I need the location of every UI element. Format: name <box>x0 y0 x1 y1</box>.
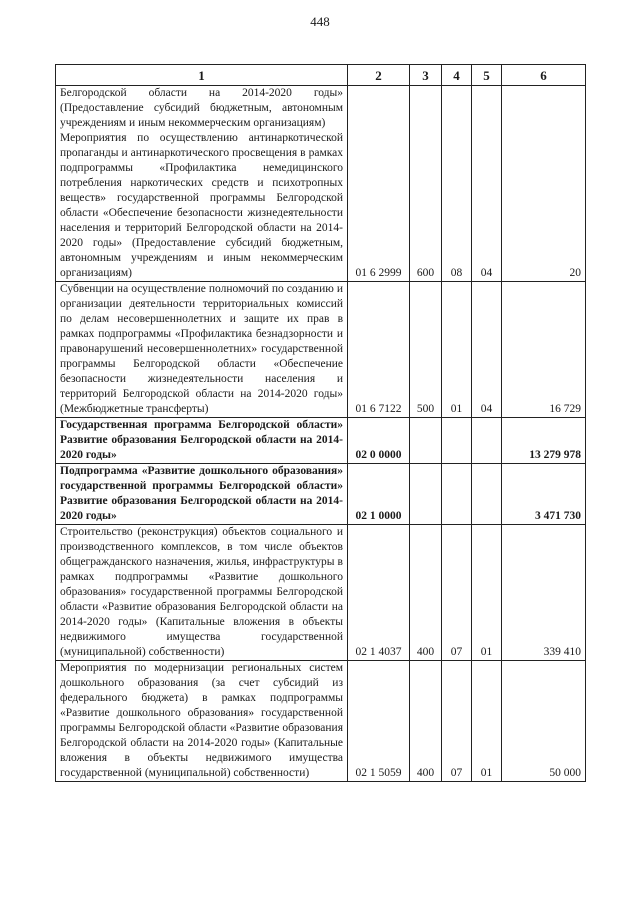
row-vr: 400 <box>410 525 442 661</box>
row-code: 01 6 7122 <box>348 282 410 418</box>
row-text: Белгородской области на 2014-2020 годы» (Предоставление субсидий бюджетным, автономным учреждениям и иным некоммерческим организациям) <box>60 87 343 129</box>
row-code: 02 1 4037 <box>348 525 410 661</box>
row-rz: 01 <box>442 282 472 418</box>
header-col-1: 1 <box>56 65 348 86</box>
row-pr <box>472 464 502 525</box>
row-rz: 07 <box>442 525 472 661</box>
budget-table <box>55 64 586 782</box>
row-pr: 04 <box>472 86 502 282</box>
row-sum: 13 279 978 <box>502 418 586 464</box>
row-vr <box>410 418 442 464</box>
row-code: 02 1 0000 <box>348 464 410 525</box>
row-code: 02 1 5059 <box>348 661 410 782</box>
row-text: Подпрограмма «Развитие дошкольного образования» государственной программы Белгородской области» Развитие образования Белгородской области на 2014-2020 годы» <box>60 465 343 522</box>
header-col-4: 4 <box>442 65 472 86</box>
row-rz: 07 <box>442 661 472 782</box>
row-description <box>56 525 348 661</box>
table-row <box>56 86 586 282</box>
row-code: 02 0 0000 <box>348 418 410 464</box>
page-number: 448 <box>310 14 330 29</box>
row-pr: 04 <box>472 282 502 418</box>
table-row <box>56 282 586 418</box>
row-pr <box>472 418 502 464</box>
row-pr: 01 <box>472 525 502 661</box>
row-text: Субвенции на осуществление полномочий по созданию и организации деятельности территориальных комиссий по делам несовершеннолетних и защите их прав в рамках подпрограммы «Профилактика безнадзорности и правонарушений несовершеннолетних» государственной программы Белгородской области «Обеспечение безопасности жизнедеятельности населения и территорий Белгородской области на 2014-2020 годы» (Межбюджетные трансферты) <box>60 283 343 415</box>
table-row <box>56 661 586 782</box>
row-description <box>56 464 348 525</box>
row-vr <box>410 464 442 525</box>
row-rz: 08 <box>442 86 472 282</box>
header-col-5: 5 <box>472 65 502 86</box>
row-vr: 600 <box>410 86 442 282</box>
header-col-3: 3 <box>410 65 442 86</box>
table-row <box>56 418 586 464</box>
row-text: Строительство (реконструкция) объектов социального и производственного комплексов, в том числе объектов общегражданского назначения, жилья, инфраструктуры в рамках подпрограммы «Развитие дошкольного образования» государственной программы Белгородской области «Развитие образования Белгородской области на 2014-2020 годы» (Капитальные вложения в объекты недвижимого имущества государственной (муниципальной) собственности) <box>60 526 343 658</box>
row-description <box>56 661 348 782</box>
row-description <box>56 282 348 418</box>
row-text: Государственная программа Белгородской области» Развитие образования Белгородской области на 2014-2020 годы» <box>60 419 343 461</box>
header-row <box>56 65 586 86</box>
row-rz <box>442 418 472 464</box>
row-sum: 339 410 <box>502 525 586 661</box>
row-sum: 50 000 <box>502 661 586 782</box>
header-col-6: 6 <box>502 65 586 86</box>
row-sum: 3 471 730 <box>502 464 586 525</box>
row-sum: 20 <box>502 86 586 282</box>
row-description <box>56 86 348 282</box>
row-rz <box>442 464 472 525</box>
row-text: Мероприятия по модернизации региональных систем дошкольного образования (за счет субсидий из федерального бюджета) в рамках подпрограммы «Развитие дошкольного образования» государственной программы Белгородской области «Развитие образования Белгородской области на 2014-2020 годы» (Капитальные вложения в объекты недвижимого имущества государственной (муниципальной) собственности) <box>60 662 343 779</box>
table-row <box>56 464 586 525</box>
row-sum: 16 729 <box>502 282 586 418</box>
row-text: Мероприятия по осуществлению антинаркотической пропаганды и антинаркотического просвещения в рамках подпрограммы «Профилактика немедицинского потребления наркотических средств и психотропных веществ» государственной программы Белгородской области «Обеспечение безопасности жизнедеятельности населения и территорий Белгородской области на 2014-2020 годы» (Предоставление субсидий бюджетным, автономным учреждениям и иным некоммерческим организациям) <box>60 132 343 279</box>
row-description <box>56 418 348 464</box>
table-row <box>56 525 586 661</box>
row-vr: 500 <box>410 282 442 418</box>
row-pr: 01 <box>472 661 502 782</box>
header-col-2: 2 <box>348 65 410 86</box>
row-code: 01 6 2999 <box>348 86 410 282</box>
row-vr: 400 <box>410 661 442 782</box>
